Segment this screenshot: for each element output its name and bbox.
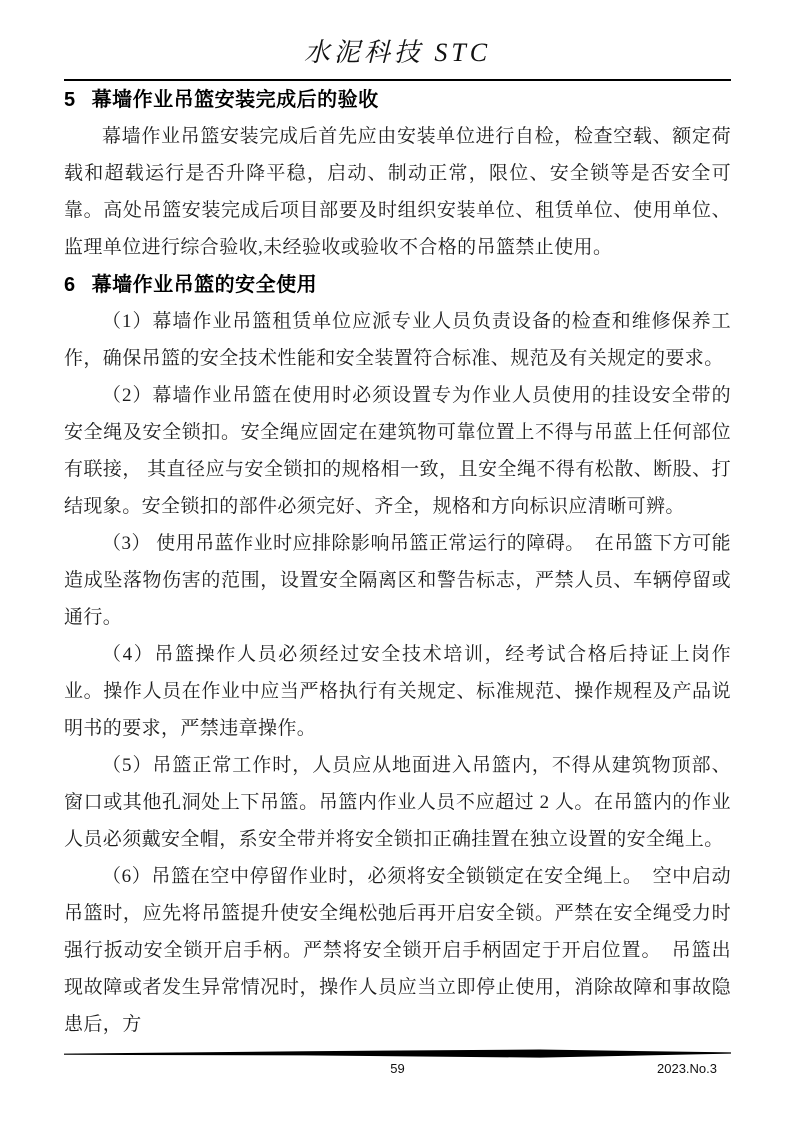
page-number: 59 <box>390 1061 405 1076</box>
issue-number: 2023.No.3 <box>657 1061 717 1076</box>
section-6-title: 幕墙作业吊篮的安全使用 <box>91 274 318 296</box>
footer-decorative-bar <box>64 1049 731 1059</box>
section-5-paragraph-1: 幕墙作业吊篮安装完成后首先应由安装单位进行自检，检查空载、额定荷载和超载运行是否升降平稳，启动、制动正常，限位、安全锁等是否安全可靠。高处吊篮安装完成后项目部要及时组织安装单位、租赁单位、使用单位、监理单位进行综合验收,未经验收或验收不合格的吊篮禁止使用。 <box>64 126 731 258</box>
journal-title: 水泥科技 STC <box>303 38 492 67</box>
section-6-number: 6 <box>64 274 76 296</box>
section-5-title: 幕墙作业吊篮安装完成后的验收 <box>91 89 379 111</box>
section-6-paragraph-1: （1）幕墙作业吊篮租赁单位应派专业人员负责设备的检查和维修保养工作，确保吊篮的安全技术性能和安全装置符合标准、规范及有关规定的要求。 <box>64 311 731 369</box>
header-divider <box>64 79 731 81</box>
page-footer <box>64 1049 731 1078</box>
section-5-number: 5 <box>64 89 76 111</box>
section-6-paragraph-2: （2）幕墙作业吊篮在使用时必须设置专为作业人员使用的挂设安全带的安全绳及安全锁扣。安全绳应固定在建筑物可靠位置上不得与吊蓝上任何部位有联接， 其直径应与安全锁扣的规格相一致，且安全绳不得有松散、断股、打结现象。安全锁扣的部件必须完好、齐全，规格和方向标识应清晰可辨。 <box>64 385 731 517</box>
section-6-paragraph-6: （6）吊篮在空中停留作业时，必须将安全锁锁定在安全绳上。 空中启动吊篮时，应先将吊篮提升使安全绳松弛后再开启安全锁。严禁在安全绳受力时强行扳动安全锁开启手柄。严禁将安全锁开启手柄固定于开启位置。 吊篮出现故障或者发生异常情况时，操作人员应当立即停止使用，消除故障和事故隐患后，方 <box>64 866 731 1035</box>
section-5-heading <box>64 85 731 115</box>
section-6-paragraph-5: （5）吊篮正常工作时，人员应从地面进入吊篮内，不得从建筑物顶部、窗口或其他孔洞处上下吊篮。吊篮内作业人员不应超过 2 人。在吊篮内的作业人员必须戴安全帽，系安全带并将安全锁扣正确挂置在独立设置的安全绳上。 <box>64 755 731 850</box>
page-header <box>64 36 731 81</box>
footer-text-row <box>64 1060 731 1078</box>
document-body <box>64 85 731 1043</box>
section-6-paragraph-4: （4）吊篮操作人员必须经过安全技术培训，经考试合格后持证上岗作业。操作人员在作业中应当严格执行有关规定、标准规范、操作规程及产品说明书的要求，严禁违章操作。 <box>64 644 731 739</box>
section-6-heading <box>64 270 731 300</box>
section-6-paragraph-3: （3） 使用吊蓝作业时应排除影响吊篮正常运行的障碍。 在吊篮下方可能造成坠落物伤害的范围，设置安全隔离区和警告标志，严禁人员、车辆停留或通行。 <box>64 533 731 628</box>
